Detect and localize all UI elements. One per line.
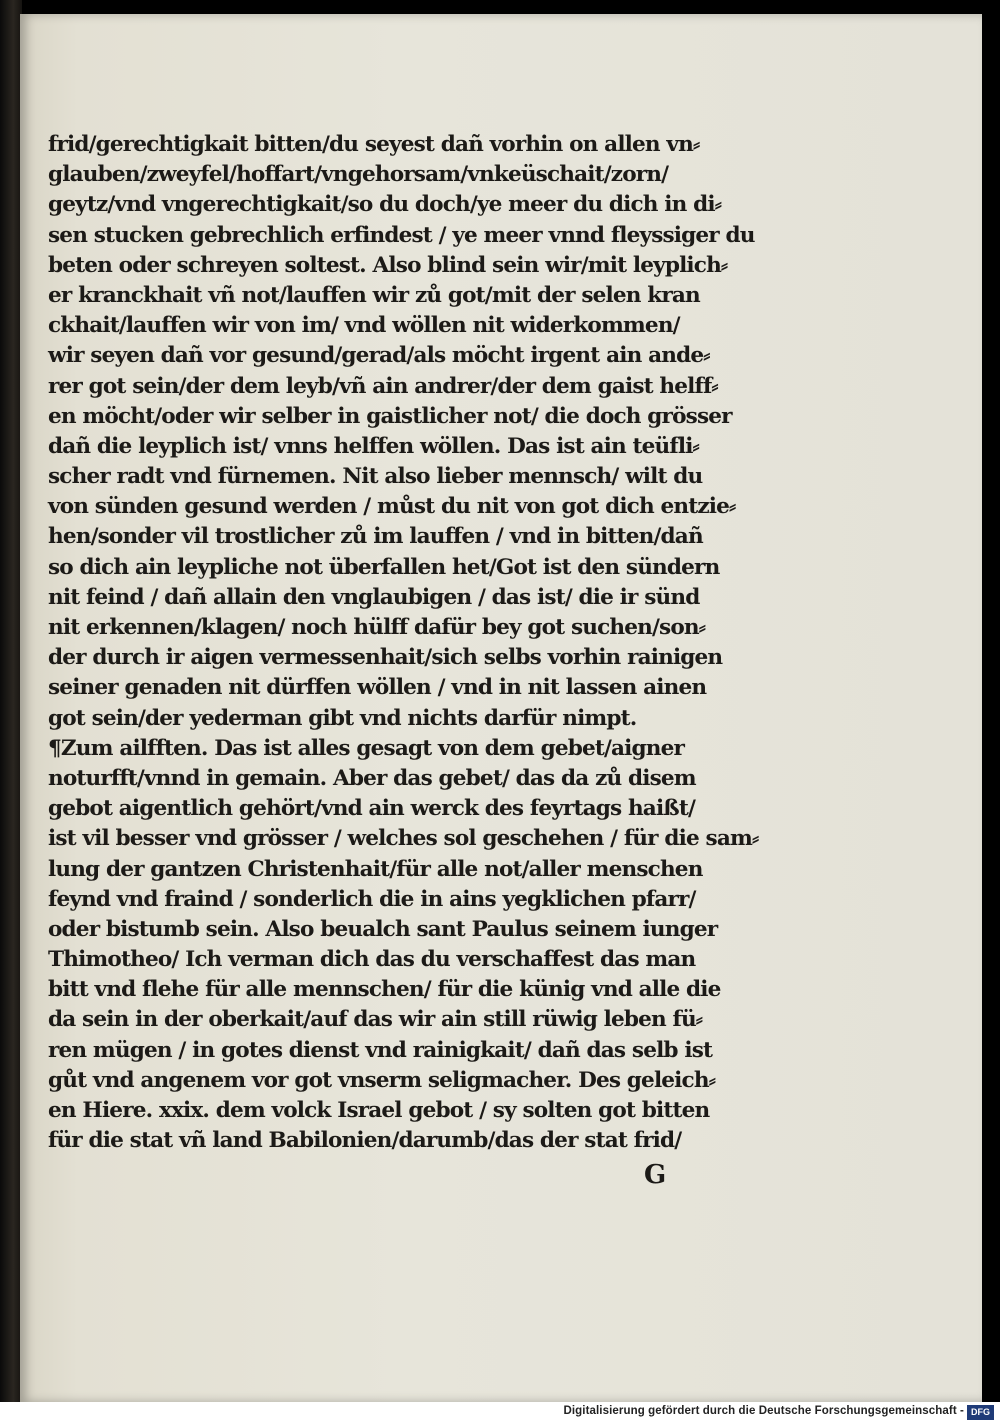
text-line: feynd vnd fraind / sonderlich die in ains yegklichen pfarr/ (48, 886, 696, 912)
text-line: lung der gantzen Christenhait/für alle not/aller menschen (48, 856, 703, 882)
text-line: der durch ir aigen vermessenhait/sich selbs vorhin rainigen (48, 645, 723, 671)
signature-mark: G (644, 1160, 667, 1190)
text-line: seiner genaden nit dürffen wöllen / vnd in nit lassen ainen (48, 675, 707, 701)
text-line: bitt vnd flehe für alle mennschen/ für die künig vnd alle die (48, 977, 721, 1003)
text-line: frid/gerechtigkait bitten/du seyest dañ vorhin on allen vn⸗ (48, 132, 700, 157)
dfg-logo-icon: DFG (967, 1405, 994, 1420)
text-line: beten oder schreyen soltest. Also blind sein wir/mit leyplich⸗ (48, 252, 728, 278)
text-line: gebot aigentlich gehört/vnd ain werck des feyrtags haißt/ (48, 796, 696, 822)
text-line: dañ die leyplich ist/ vnns helffen wöllen. Das ist ain teüfli⸗ (48, 433, 699, 459)
text-line: ckhait/lauffen wir von im/ vnd wöllen nit widerkommen/ (48, 313, 680, 339)
text-line: noturfft/vnnd in gemain. Aber das gebet/ das da zů disem (48, 765, 696, 791)
text-line: ren mügen / in gotes dienst vnd rainigkait/ dañ das selb ist (48, 1037, 713, 1063)
document-page (20, 14, 982, 1402)
text-line: ¶Zum ailfften. Das ist alles gesagt von dem gebet/aigner (48, 735, 685, 761)
text-line: hen/sonder vil trostlicher zů im lauffen / vnd in bitten/dañ (48, 524, 703, 550)
book-binding-edge (0, 0, 22, 1402)
text-line: nit feind / dañ allain den vnglaubigen / das ist/ die ir sünd (48, 584, 700, 610)
text-line: scher radt vnd fürnemen. Nit also lieber mennsch/ wilt du (48, 464, 703, 490)
text-line: sen stucken gebrechlich erfindest / ye meer vnnd fleyssiger du (48, 222, 755, 248)
text-line: en möcht/oder wir selber in gaistlicher not/ die doch grösser (48, 403, 732, 429)
text-line: gůt vnd angenem vor got vnserm seligmacher. Des geleich⸗ (48, 1067, 716, 1093)
funding-credit: Digitalisierung gefördert durch die Deutsche Forschungsgemeinschaft - (563, 1405, 964, 1417)
text-line: von sünden gesund werden / můst du nit von got dich entzie⸗ (48, 494, 736, 520)
text-line: oder bistumb sein. Also beualch sant Paulus seinem iunger (48, 916, 718, 942)
text-line: glauben/zweyfel/hoffart/vngehorsam/vnkeüschait/zorn/ (48, 162, 669, 188)
text-line: nit erkennen/klagen/ noch hülff dafür bey got suchen/son⸗ (48, 615, 706, 640)
text-line: für die stat vñ land Babilonien/darumb/das der stat frid/ (48, 1128, 682, 1154)
page-text-block (48, 130, 808, 1156)
footer-bar (0, 1402, 1000, 1424)
text-line: en Hiere. xxix. dem volck Israel gebot / sy solten got bitten (48, 1098, 710, 1123)
text-line: rer got sein/der dem leyb/vñ ain andrer/der dem gaist helff⸗ (48, 373, 718, 399)
text-line: so dich ain leypliche not überfallen het/Got ist den sündern (48, 554, 720, 580)
text-line: er kranckhait vñ not/lauffen wir zů got/mit der selen kran (48, 282, 700, 308)
text-line: geytz/vnd vngerechtigkait/so du doch/ye meer du dich in di⸗ (48, 192, 722, 218)
text-line: wir seyen dañ vor gesund/gerad/als möcht irgent ain ande⸗ (48, 343, 710, 369)
text-line: got sein/der yederman gibt vnd nichts darfür nimpt. (48, 705, 637, 731)
text-line: da sein in der oberkait/auf das wir ain still rüwig leben fü⸗ (48, 1007, 703, 1033)
text-line: Thimotheo/ Ich verman dich das du verschaffest das man (48, 947, 696, 973)
text-line: ist vil besser vnd grösser / welches sol geschehen / für die sam⸗ (48, 826, 759, 852)
